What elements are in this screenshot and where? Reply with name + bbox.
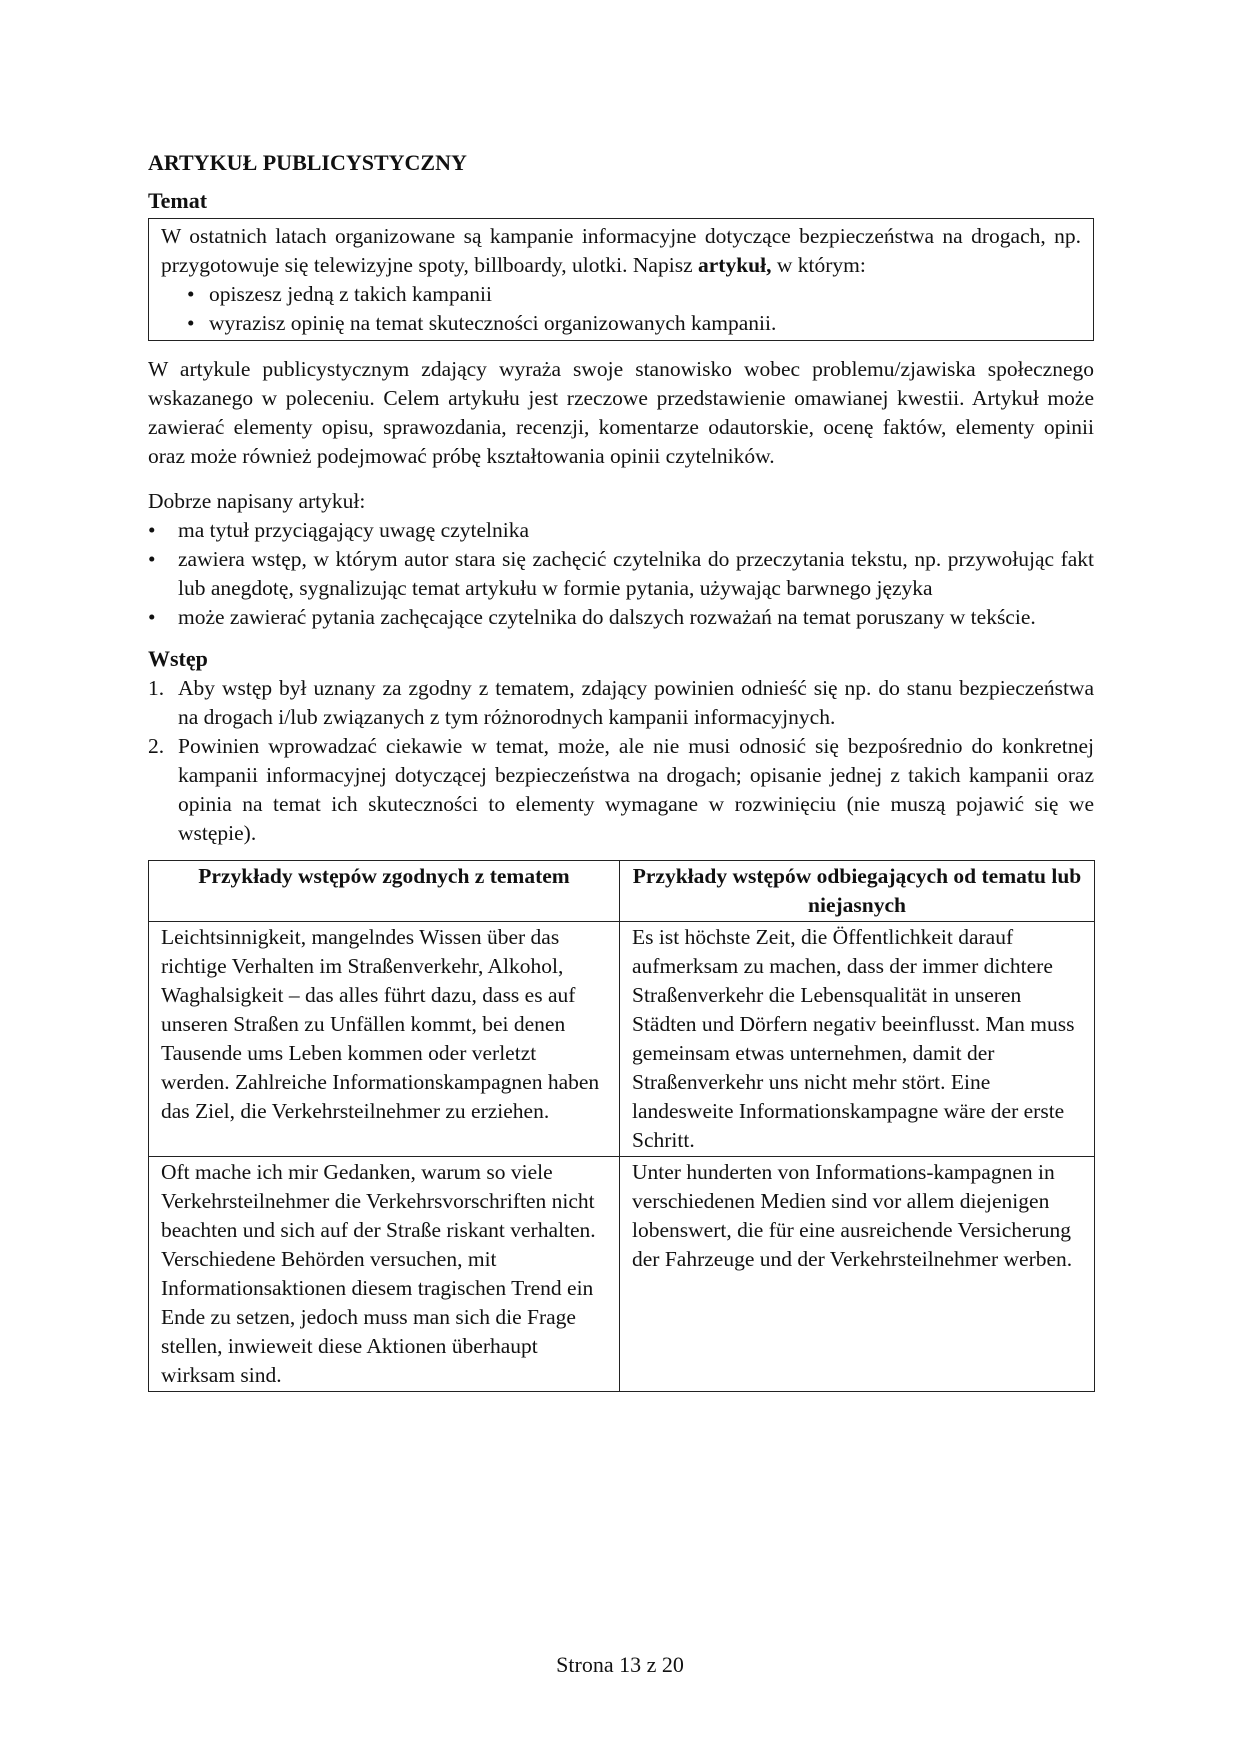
- topic-bullet: • wyrazisz opinię na temat skuteczności organizowanych kampanii.: [209, 309, 1081, 338]
- table-header-row: [149, 861, 1095, 922]
- wstep-item-number: 1.: [148, 676, 165, 700]
- good-article-item: • zawiera wstęp, w którym autor stara się zachęcić czytelnika do przeczytania tekstu, np. przywołując fakt lub anegdotę, sygnalizując temat artykułu w formie pytania, używając barwnego języka: [178, 545, 1094, 603]
- good-article-intro: Dobrze napisany artykuł:: [148, 489, 366, 513]
- topic-heading: Temat: [148, 188, 208, 213]
- description-paragraph: W artykule publicystycznym zdający wyraża swoje stanowisko wobec problemu/zjawiska społecznego wskazanego w poleceniu. Celem artykułu jest rzeczowe przedstawienie omawianej kwestii. Artykuł może zawierać elementy opisu, sprawozdania, recenzji, komentarze odautorskie, ocenę faktów, elementy opinii oraz może również podejmować próbę kształtowania opinii czytelników.: [148, 357, 1094, 468]
- wstep-item-text: Aby wstęp był uznany za zgodny z tematem, zdający powinien odnieść się np. do stanu bezpieczeństwa na drogach i/lub związanych z tym różnorodnych kampanii informacyjnych.: [178, 676, 1094, 729]
- wstep-heading: Wstęp: [148, 646, 208, 671]
- table-cell: Unter hunderten von Informations-kampagnen in verschiedenen Medien sind vor allem diejenigen lobenswert, die für eine ausreichende Versicherung der Fahrzeuge und der Verkehrsteilnehmer werben.: [620, 1157, 1095, 1392]
- topic-bullet: • opiszesz jedną z takich kampanii: [209, 280, 1081, 309]
- wstep-item: [148, 674, 1094, 732]
- topic-text-part1: W ostatnich latach organizowane są kampanie informacyjne dotyczące bezpieczeństwa na drogach, np. przygotowuje się telewizyjne spoty, billboardy, ulotki. Napisz: [161, 224, 1081, 277]
- table-cell: Leichtsinnigkeit, mangelndes Wissen über das richtige Verhalten im Straßenverkehr, Alkohol, Waghalsigkeit – das alles führt dazu, dass es auf unseren Straßen zu Unfällen kommt, bei denen Tausende ums Leben kommen oder verletzt werden. Zahlreiche Informationskampagnen haben das Ziel, die Verkehrsteilnehmer zu erziehen.: [149, 922, 620, 1157]
- document-title: ARTYKUŁ PUBLICYSTYCZNY: [148, 150, 467, 175]
- page-footer: Strona 13 z 20: [556, 1652, 684, 1677]
- document-page: [148, 140, 1094, 1392]
- topic-bullet-list: [161, 280, 1081, 338]
- table-header-cell: Przykłady wstępów odbiegających od tematu lub niejasnych: [620, 861, 1095, 922]
- good-article-list: [148, 516, 1094, 632]
- wstep-item: [148, 732, 1094, 848]
- table-row: [149, 922, 1095, 1157]
- wstep-item-number: 2.: [148, 734, 165, 758]
- topic-text: [161, 222, 1081, 280]
- good-article-item: • może zawierać pytania zachęcające czytelnika do dalszych rozważań na temat poruszany w tekście.: [178, 603, 1094, 632]
- topic-box: [148, 218, 1094, 341]
- wstep-item-text: Powinien wprowadzać ciekawie w temat, może, ale nie musi odnosić się bezpośrednio do konkretnej kampanii informacyjnej dotyczącej bezpieczeństwa na drogach; opisanie jednej z takich kampanii oraz opinia na temat ich skuteczności to elementy wymagane w rozwinięciu (nie muszą pojawić się we wstępie).: [178, 734, 1094, 845]
- wstep-list: [148, 674, 1094, 848]
- topic-text-bold: artykuł,: [698, 253, 772, 277]
- table-cell: Oft mache ich mir Gedanken, warum so viele Verkehrsteilnehmer die Verkehrsvorschriften nicht beachten und sich auf der Straße riskant verhalten. Verschiedene Behörden versuchen, mit Informationsaktionen diesem tragischen Trend ein Ende zu setzen, jedoch muss man sich die Frage stellen, inwieweit diese Aktionen überhaupt wirksam sind.: [149, 1157, 620, 1392]
- table-row: [149, 1157, 1095, 1392]
- examples-table: [148, 860, 1095, 1392]
- table-header-cell: Przykłady wstępów zgodnych z tematem: [149, 861, 620, 922]
- table-cell: Es ist höchste Zeit, die Öffentlichkeit darauf aufmerksam zu machen, dass der immer dichtere Straßenverkehr die Lebensqualität in unseren Städten und Dörfern negativ beeinflusst. Man muss gemeinsam etwas unternehmen, damit der Straßenverkehr uns nicht mehr stört. Eine landesweite Informationskampagne wäre der erste Schritt.: [620, 922, 1095, 1157]
- topic-text-part2: w którym:: [771, 253, 866, 277]
- good-article-item: • ma tytuł przyciągający uwagę czytelnika: [178, 516, 1094, 545]
